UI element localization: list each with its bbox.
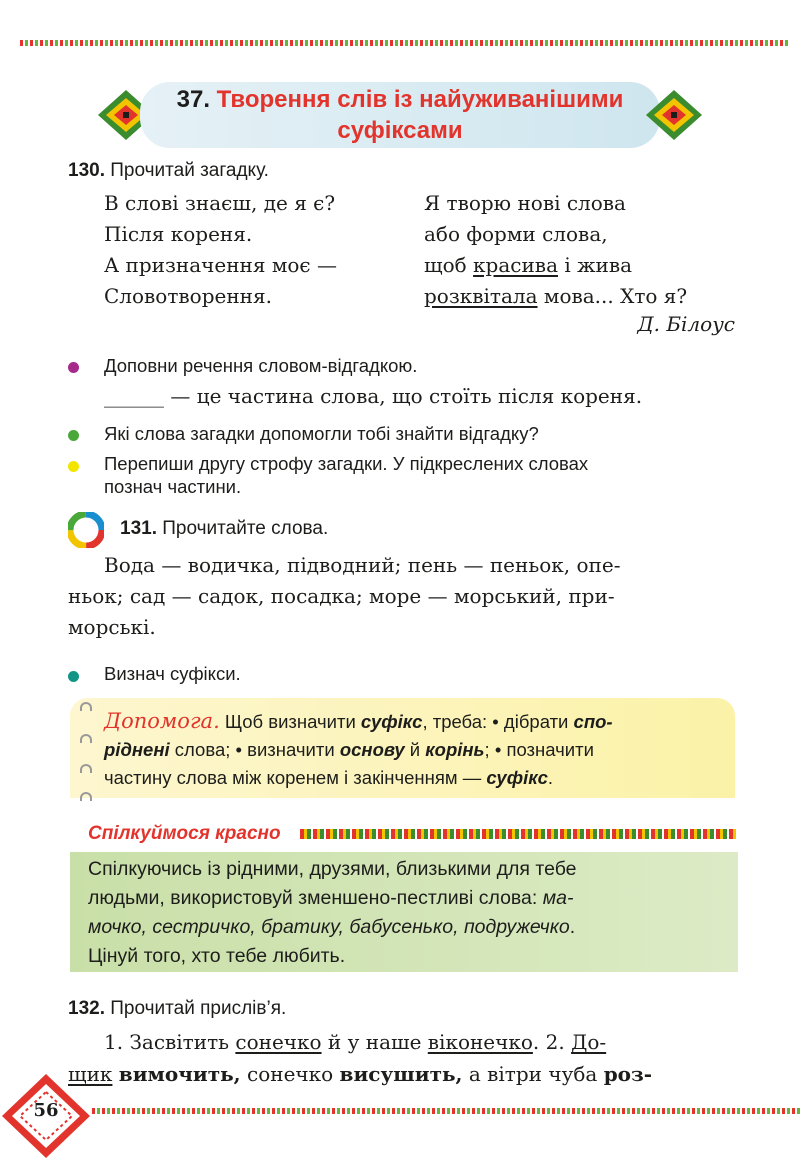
task-130-bullet-3: Перепиши другу строфу загадки. У підкреслених словах познач частини. [104,453,589,497]
bullet-purple-icon [68,362,79,373]
underlined-word: красива [473,253,558,277]
riddle-line: А призначення моє — [104,253,337,277]
binder-ring-icon [80,764,92,773]
bullet-yellow-icon [68,461,79,472]
task-131-bullet: Визнач суфікси. [104,663,241,684]
riddle-line: Словотворення. [104,284,272,308]
task-130-heading [68,160,269,182]
bottom-ornament-border [92,1108,800,1114]
binder-ring-icon [80,702,92,711]
fill-in-sentence: ______ — це частина слова, що стоїть після кореня. [104,384,643,408]
riddle-line: Після кореня. [104,222,253,246]
lesson-number: 37. [176,86,210,113]
group-work-icon [68,512,104,548]
task-131-number: 131. [120,518,157,539]
task-131-line: ньок; сад — садок, посадка; море — морський, при- [68,584,615,608]
task-130-number: 130. [68,160,105,181]
riddle-line: Я творю нові слова [424,191,626,215]
lesson-title [140,84,660,146]
top-ornament-border [20,40,790,46]
riddle-author: Д. Білоус [637,312,735,336]
talk-heading: Спілкуймося красно [88,823,281,844]
page-number: 56 [33,1100,59,1121]
talk-ornament-border [300,829,736,839]
task-132-heading [68,998,286,1020]
task-132-text: 1. Засвітить сонечко й у наше віконечко. 2. До- щик вимочить, сонечко висушить, а вітри чуба роз- [68,1030,653,1086]
riddle-line: щоб красива і жива [424,253,633,277]
task-131-line: Вода — водичка, підводний; пень — пеньок, опе- [104,553,621,577]
talk-text: Спілкуючись із рідними, друзями, близькими для тебе людьми, використовуй зменшено-пестливі слова: ма- мочко, сестричко, братику, бабусенько, подружечко. Цінуй того, хто тебе любить. [88,858,577,967]
task-131-line: морські. [68,615,156,639]
bullet-green-icon [68,430,79,441]
binder-ring-icon [80,734,92,743]
riddle-stanza-1 [104,188,337,312]
riddle-stanza-2 [424,188,687,312]
task-130-instruction: Прочитай загадку. [110,160,269,181]
task-132-instruction: Прочитай прислів’я. [110,998,287,1019]
underlined-word: розквітала [424,284,538,308]
task-131-text [68,550,736,643]
task-130-bullet-2: Які слова загадки допомогли тобі знайти відгадку? [104,423,539,444]
riddle-line: або форми слова, [424,222,608,246]
riddle-line: В слові знаєш, де я є? [104,191,336,215]
riddle-line: розквітала мова... Хто я? [424,284,688,308]
binder-ring-icon [80,792,92,801]
lesson-title-line1: Творення слів із найуживанішими [216,86,624,113]
task-132-number: 132. [68,998,105,1019]
lesson-title-line2: суфіксами [337,117,463,144]
task-130-bullet-1: Доповни речення словом-відгадкою. [104,355,418,376]
bullet-teal-icon [68,671,79,682]
hint-text: Допомога. Щоб визначити суфікс, треба: • дібрати спо- ріднені слова; • визначити основу й корінь; • позначити частину слова між коренем і закінченням — суфікс. [104,709,613,788]
task-131-instruction: Прочитайте слова. [162,518,329,539]
hint-label: Допомога. [104,709,220,733]
task-131-heading [120,518,328,540]
